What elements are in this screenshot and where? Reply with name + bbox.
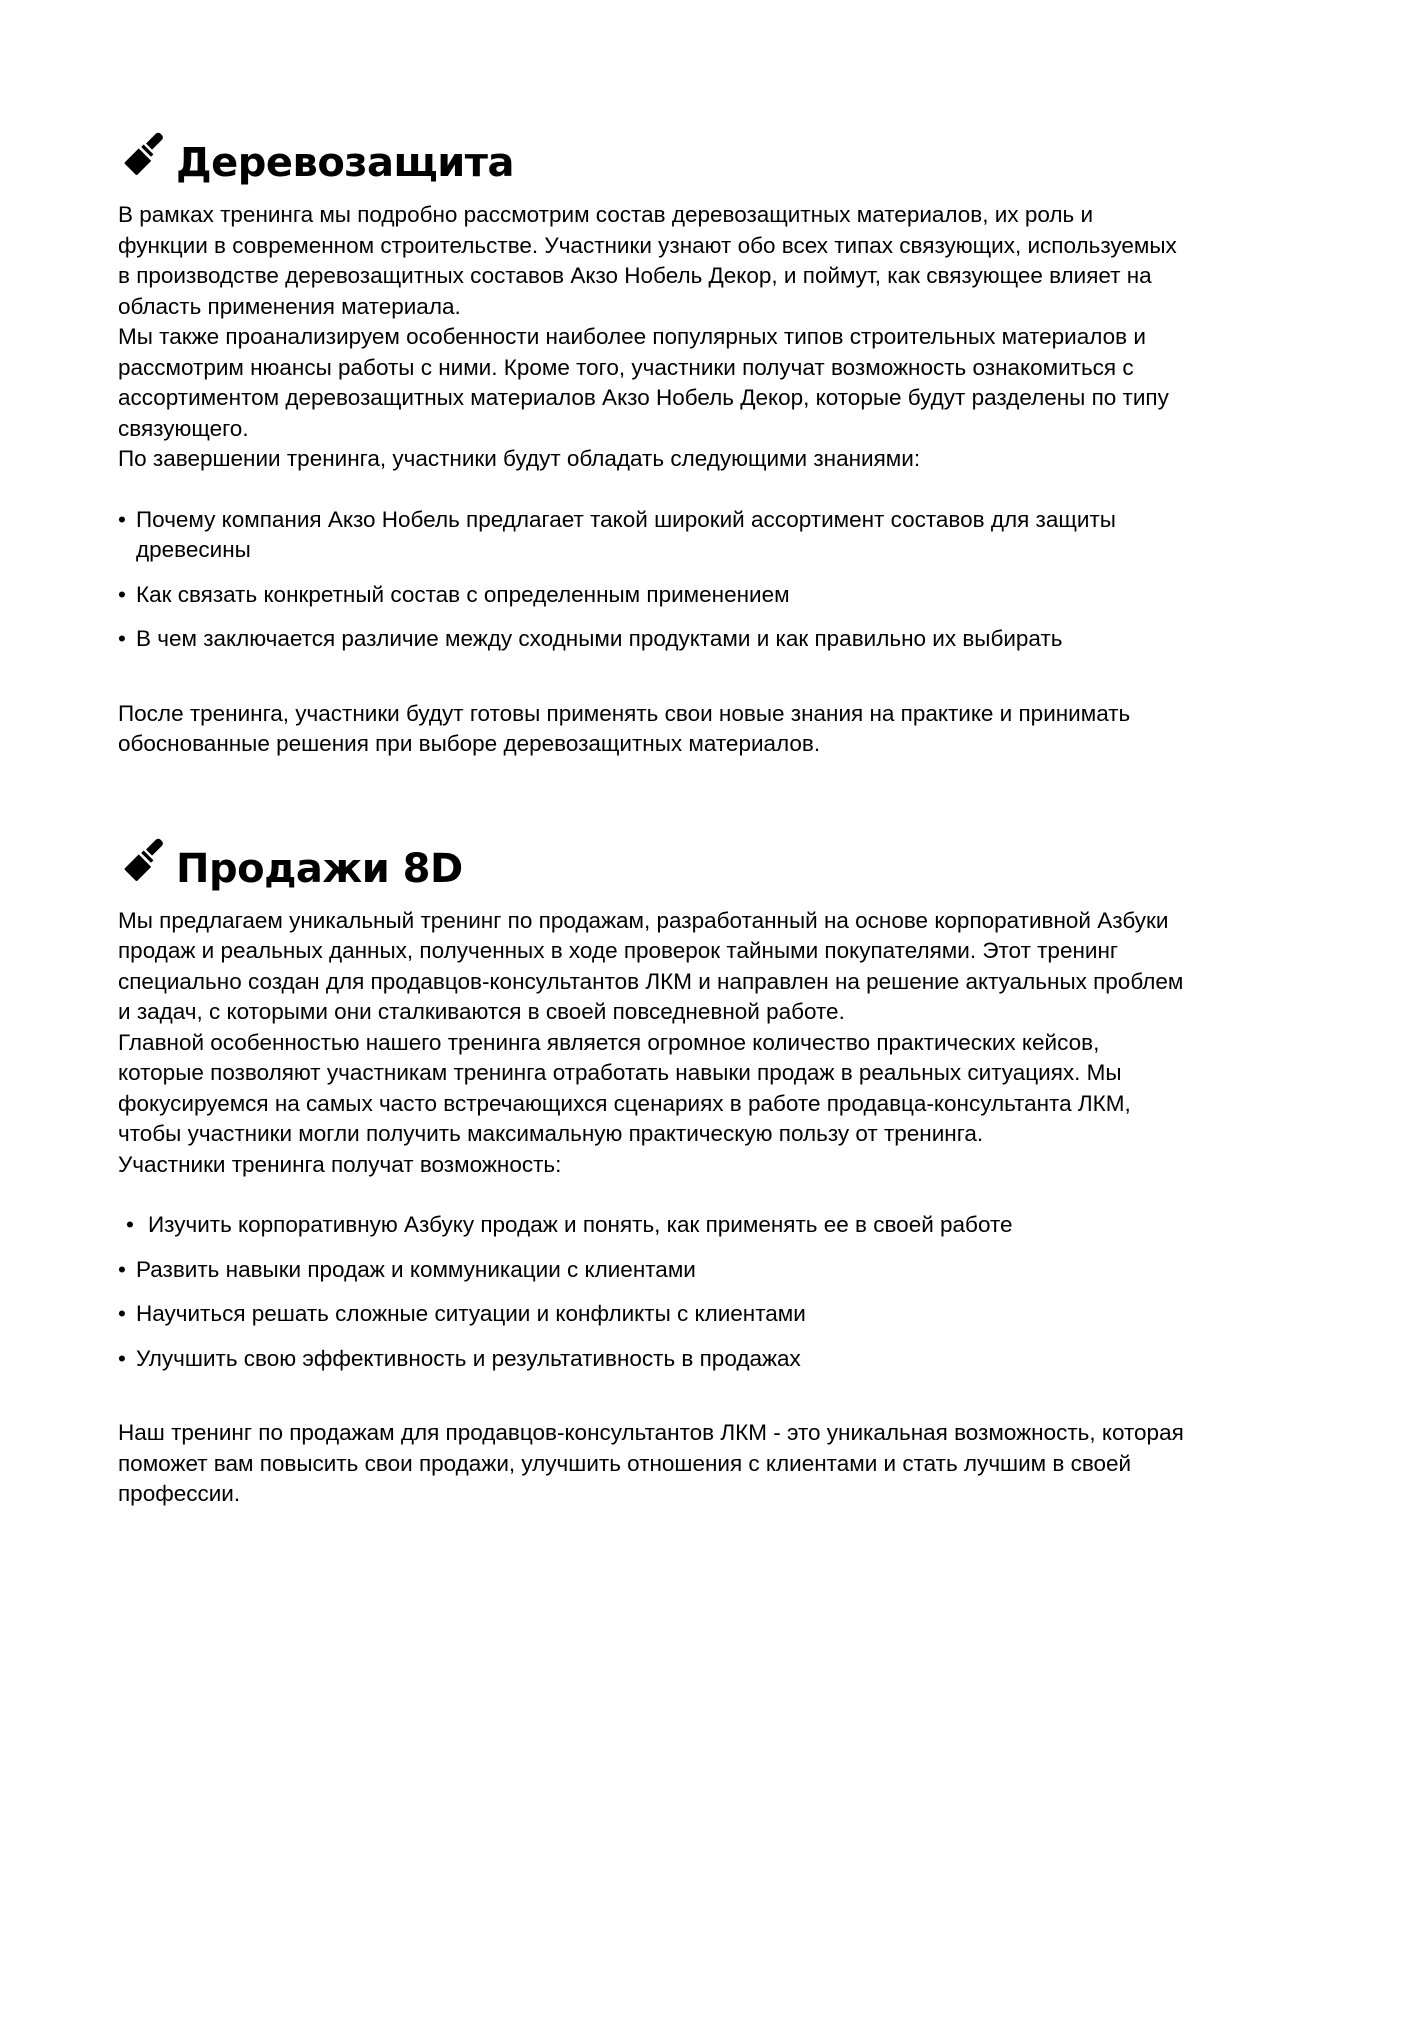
section-paragraph: Участники тренинга получат возможность: <box>118 1151 562 1177</box>
section-closing-paragraph: Наш тренинг по продажам для продавцов-консультантов ЛКМ - это уникальная возможность, которая поможет вам повысить свои продажи, улучшить отношения с клиентами и стать лучшим в своей профессии. <box>118 1420 1184 1506</box>
list-item-label: Изучить корпоративную Азбуку продаж и понять, как применять ее в своей работе <box>148 1212 1013 1237</box>
list-item <box>118 1299 1188 1330</box>
section-paragraph: В рамках тренинга мы подробно рассмотрим состав деревозащитных материалов, их роль и функции в современном строительстве. Участники узнают обо всех типах связующих, используемых в производстве деревозащитных составов Акзо Нобель Декор, и поймут, как связующее влияет на область применения материала. <box>118 202 1177 319</box>
list-item <box>118 624 1188 655</box>
section-derevozaschita <box>118 128 1188 760</box>
list-item-label: Улучшить свою эффективность и результативность в продажах <box>136 1345 801 1371</box>
section-prodazhi-8d <box>118 834 1188 1510</box>
section-paragraph: Мы предлагаем уникальный тренинг по продажам, разработанный на основе корпоративной Азбуки продаж и реальных данных, полученных в ходе проверок тайными покупателями. Этот тренинг специально создан для продавцов-консультантов ЛКМ и направлен на решение актуальных проблем и задач, с которыми они сталкиваются в своей повседневной работе. <box>118 907 1184 1024</box>
section-heading <box>118 834 1188 890</box>
bullet-marker: • <box>118 506 126 532</box>
bullet-marker: • <box>118 1345 126 1371</box>
list-item <box>118 1210 1188 1241</box>
section-heading <box>118 128 1188 184</box>
spacer <box>118 655 1188 699</box>
list-item-label: Как связать конкретный состав с определенным применением <box>136 581 790 607</box>
section-closing-paragraph: После тренинга, участники будут готовы применять свои новые знания на практике и принимать обоснованные решения при выборе деревозащитных материалов. <box>118 700 1131 756</box>
list-item <box>118 580 1188 611</box>
list-item <box>118 1255 1188 1286</box>
list-item-label: Развить навыки продаж и коммуникации с клиентами <box>136 1256 696 1282</box>
section-paragraph: По завершении тренинга, участники будут обладать следующими знаниями: <box>118 446 921 471</box>
section-title: Продажи 8D <box>176 845 463 892</box>
section-paragraph: Мы также проанализируем особенности наиболее популярных типов строительных материалов и рассмотрим нюансы работы с ними. Кроме того, участники получат возможность ознакомиться с ассортиментом деревозащитных материалов Акзо Нобель Декор, которые будут разделены по типу связующего. <box>118 324 1169 441</box>
spacer <box>118 1374 1188 1418</box>
bullet-marker: • <box>118 581 126 607</box>
list-item <box>118 505 1188 566</box>
list-item <box>118 1344 1188 1375</box>
section-bullet-list <box>118 1210 1188 1374</box>
bullet-marker: • <box>118 1301 126 1326</box>
section-bullet-list <box>118 505 1188 655</box>
section-title: Деревозащита <box>176 140 514 186</box>
section-paragraph: Главной особенностью нашего тренинга является огромное количество практических кейсов, которые позволяют участникам тренинга отработать навыки продаж в реальных ситуациях. Мы фокусируемся на самых часто встречающихся сценариях в работе продавца-консультанта ЛКМ, чтобы участники могли получить максимальную практическую пользу от тренинга. <box>118 1029 1131 1146</box>
list-item-label: Почему компания Акзо Нобель предлагает такой широкий ассортимент составов для защиты древесины <box>136 506 1116 562</box>
paint-brush-icon <box>118 834 172 888</box>
bullet-marker: • <box>126 1212 134 1237</box>
bullet-marker: • <box>118 1256 126 1282</box>
paint-brush-icon <box>118 128 172 182</box>
bullet-marker: • <box>118 626 126 651</box>
list-item-label: Научиться решать сложные ситуации и конфликты с клиентами <box>136 1301 806 1326</box>
list-item-label: В чем заключается различие между сходными продуктами и как правильно их выбирать <box>136 626 1063 651</box>
